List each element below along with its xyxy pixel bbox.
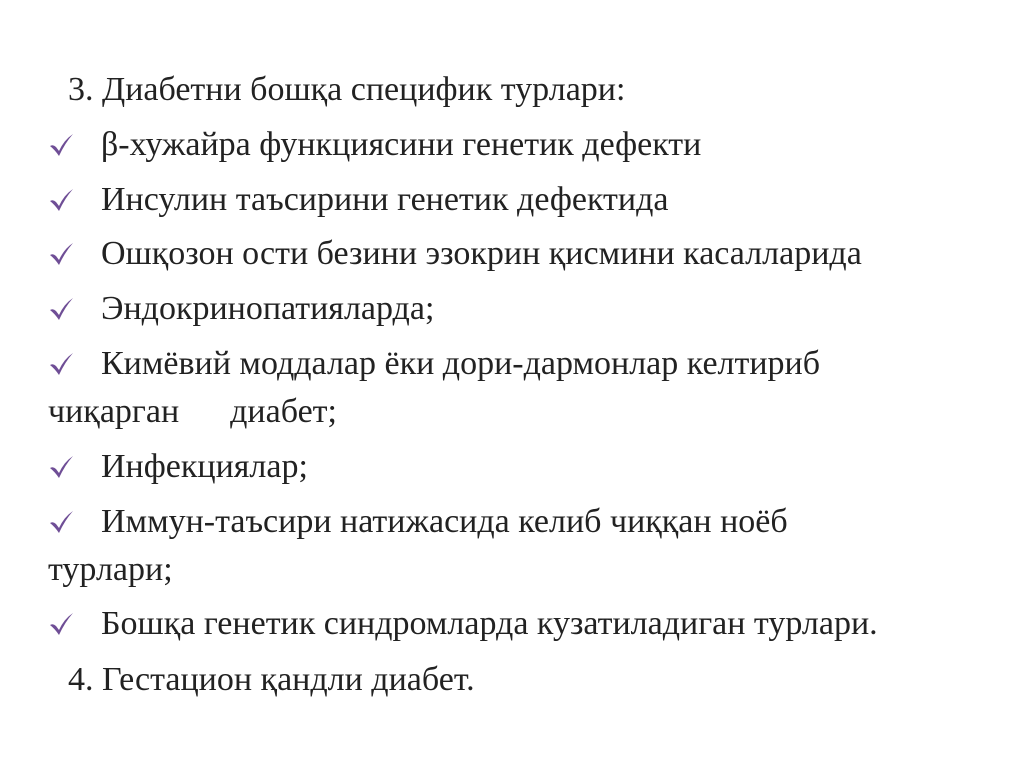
bullet-text: Ошқозон ости безини эзокрин қисмини касалларида: [101, 235, 862, 272]
bullet-text: Инсулин таъсирини генетик дефектида: [101, 181, 669, 218]
heading-section-4: 4. Гестацион қандли диабет.: [68, 661, 475, 698]
bullet-text: Эндокринопатияларда;: [101, 290, 435, 327]
checkmark-icon: [48, 186, 74, 212]
bullet-text: β-хужайра функциясини генетик дефекти: [101, 126, 702, 163]
checkmark-icon: [48, 295, 74, 321]
bullet-text: Инфекциялар;: [101, 448, 308, 485]
bullet-text: Кимёвий моддалар ёки дори-дармонлар келтириб: [101, 345, 821, 382]
checkmark-icon: [48, 453, 74, 479]
checkmark-icon: [48, 350, 74, 376]
bullet-text-continued: турлари;: [48, 551, 173, 588]
bullet-text: Бошқа генетик синдромларда кузатиладиган турлари.: [101, 605, 878, 642]
bullet-text: Иммун-таъсири натижасида келиб чиққан ноёб: [101, 503, 788, 540]
bullet-text-continued: чиқарган диабет;: [48, 393, 337, 430]
checkmark-icon: [48, 131, 74, 157]
heading-section-3: 3. Диабетни бошқа специфик турлари:: [68, 71, 626, 108]
checkmark-icon: [48, 610, 74, 636]
checkmark-icon: [48, 240, 74, 266]
checkmark-icon: [48, 508, 74, 534]
